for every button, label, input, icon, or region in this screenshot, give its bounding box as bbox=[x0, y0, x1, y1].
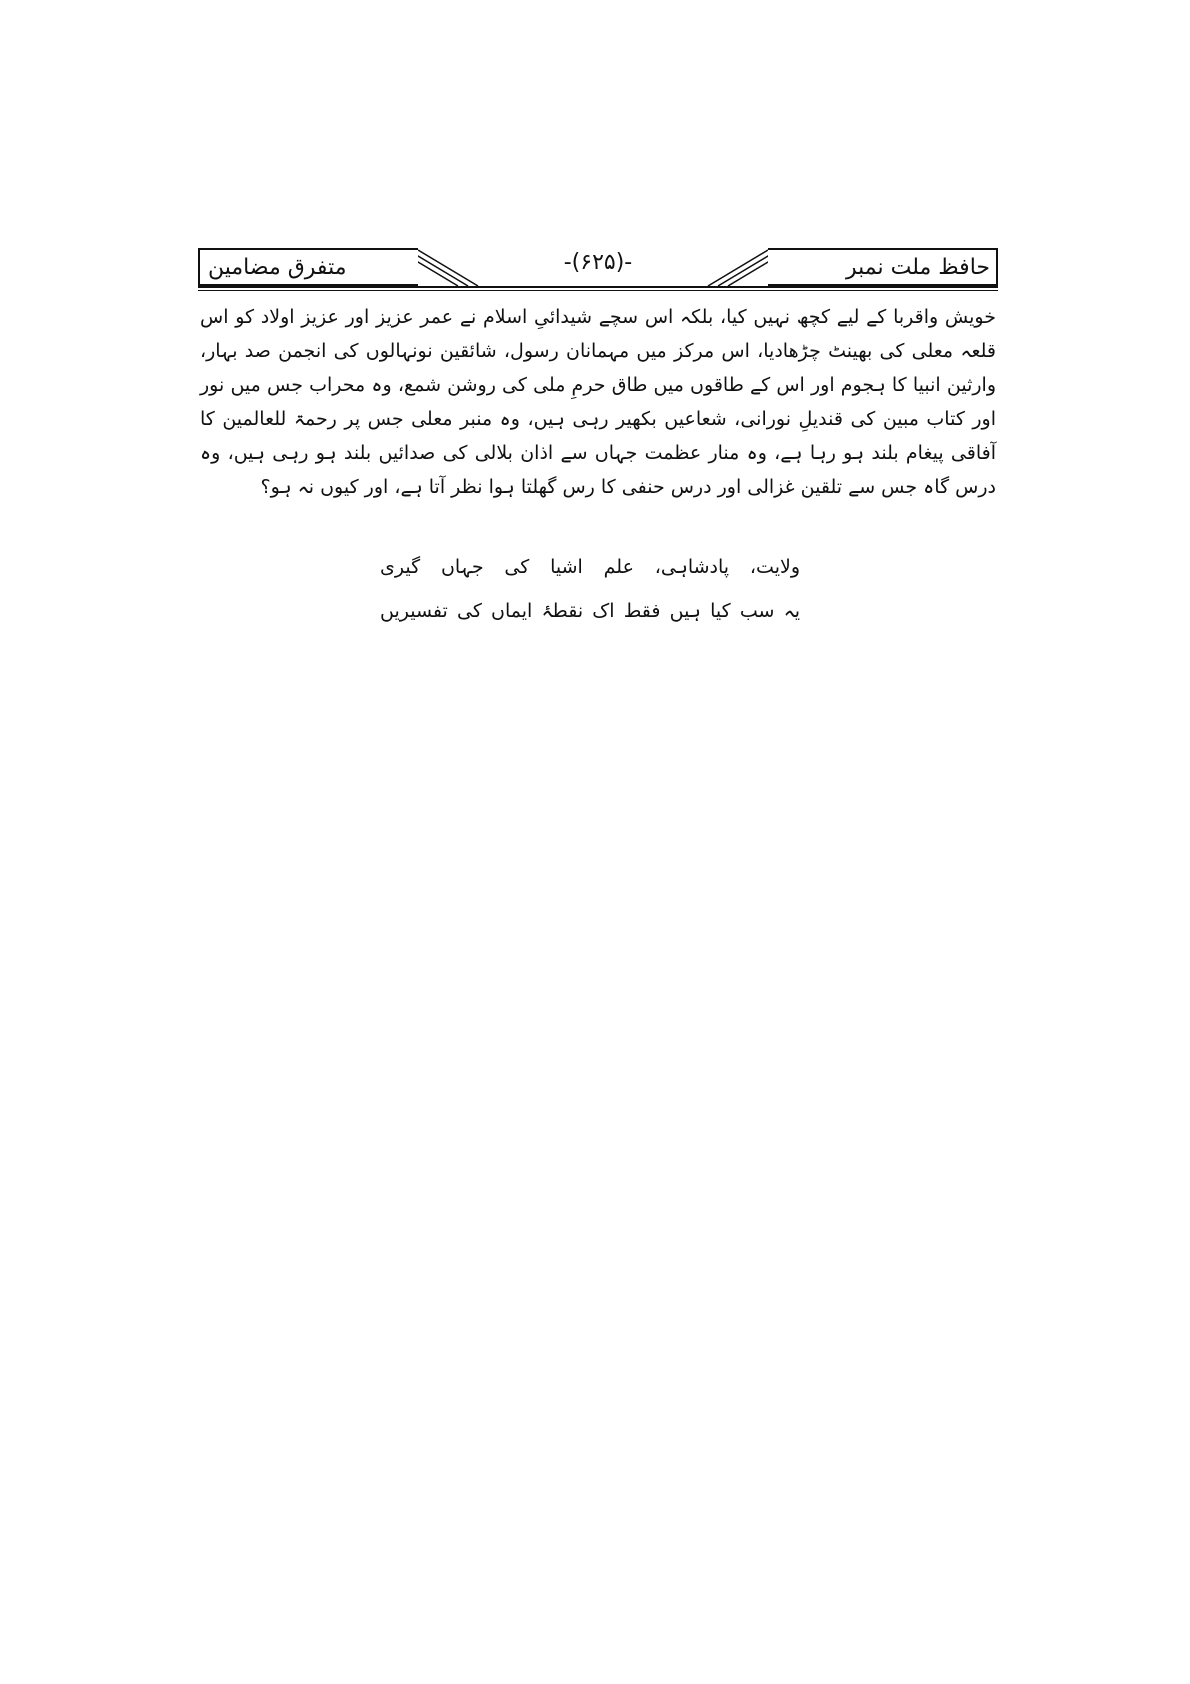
page-number: -(۶۲۵)- bbox=[563, 250, 633, 275]
body-text bbox=[200, 300, 996, 504]
header-rule bbox=[198, 286, 998, 288]
verse-line-2: یہ سب کیا ہیں فقط اک نقطۂ ایماں کی تفسیریں bbox=[380, 600, 800, 622]
page-header bbox=[198, 248, 998, 292]
section-title: متفرق مضامین bbox=[208, 254, 347, 280]
section-title-box bbox=[198, 248, 418, 286]
journal-title: حافظ ملت نمبر bbox=[846, 254, 990, 280]
header-rule-thin bbox=[198, 290, 998, 291]
verse-line-1: ولایت، پادشاہی، علم اشیا کی جہاں گیری bbox=[380, 556, 800, 578]
body-paragraph: خویش واقربا کے لیے کچھ نہیں کیا، بلکہ اس سچے شیدائیِ اسلام نے عمر عزیز اور عزیز اولاد کو اس قلعہ معلی کی بھینٹ چڑھادیا، اس مرکز میں مہمانان رسول، شائقین نونہالوں کی انجمن صد بہار، وارثین انبیا کا ہجوم اور اس کے طاقوں میں طاق حرمِ ملی کی روشن شمع، وہ محراب جس میں نور اور کتاب مبین کی قندیلِ نورانی، شعاعیں بکھیر رہی ہیں، وہ منبر معلی جس پر رحمۃ للعالمین کا آفاقی پیغام بلند ہو رہا ہے، وہ منار عظمت جہاں سے اذان بلالی کی صدائیں بلند ہو رہی ہیں، وہ درس گاہ جس سے تلقین غزالی اور درس حنفی کا رس گھلتا ہوا نظر آتا ہے، اور کیوں نہ ہو؟ bbox=[200, 306, 996, 498]
